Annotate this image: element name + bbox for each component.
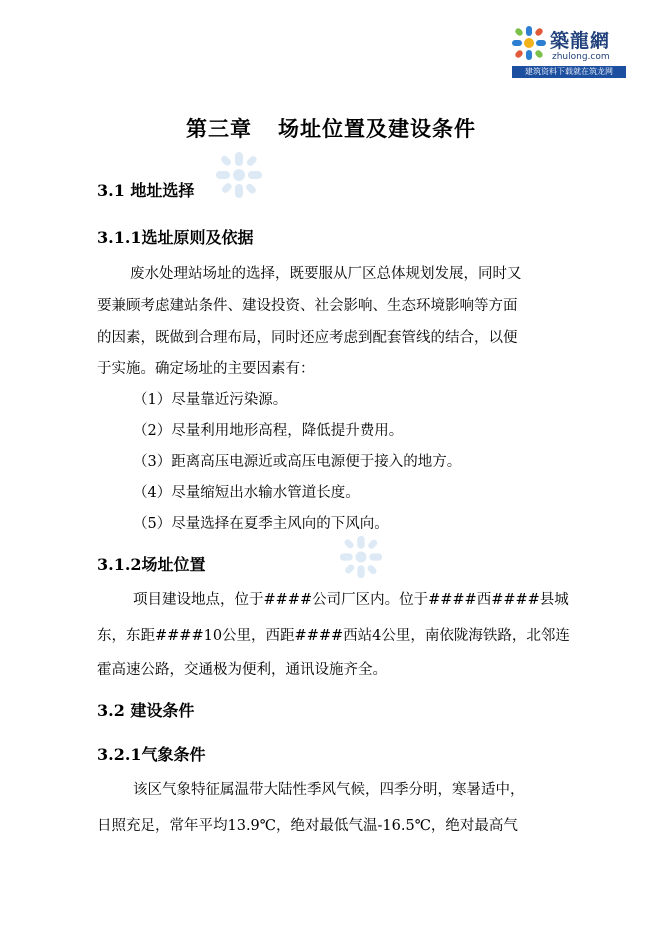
zhulong-logo [512,22,628,80]
section-heading-3-1: 3.1 地址选择 [97,181,195,200]
paragraph-line: 该区气象特征属温带大陆性季风气候，四季分明，寒暑适中， [133,782,525,798]
paragraph-line: 要兼顾考虑建站条件、建设投资、社会影响、生态环境影响等方面 [97,298,518,314]
subsection-heading-3-1-1: 3.1.1选址原则及依据 [97,228,254,247]
paragraph-line: 霍高速公路，交通极为便利，通讯设施齐全。 [97,662,387,678]
paragraph-line: 东，东距####10公里，西距####西站4公里，南依陇海铁路，北邻连 [97,628,570,644]
list-item: （5）尽量选择在夏季主风向的下风向。 [133,516,389,532]
list-item: （3）距离高压电源近或高压电源便于接入的地方。 [133,454,462,470]
paragraph-line: 于实施。确定场址的主要因素有： [97,361,315,377]
paragraph-line: 项目建设地点，位于####公司厂区内。位于####西####县城 [133,592,569,608]
paragraph-line: 废水处理站场址的选择，既要服从厂区总体规划发展，同时又 [130,266,522,282]
paragraph-line: 日照充足，常年平均13.9℃，绝对最低气温-16.5℃，绝对最高气 [97,818,518,834]
chapter-title [0,113,662,143]
watermark-icon [214,150,264,200]
paragraph-line: 的因素，既做到合理布局，同时还应考虑到配套管线的结合，以便 [97,330,518,346]
list-item: （1）尽量靠近污染源。 [133,392,288,408]
logo-name: 築龍網 [550,30,611,52]
logo-emblem-icon [512,26,546,60]
chapter-name: 场址位置及建设条件 [278,116,476,141]
watermark-icon [338,534,384,580]
section-heading-3-2: 3.2 建设条件 [97,701,195,720]
logo-slogan: 建筑资料下载就在筑龙网 [512,66,626,78]
list-item: （2）尽量利用地形高程，降低提升费用。 [133,423,404,439]
subsection-heading-3-2-1: 3.2.1气象条件 [97,745,206,764]
logo-site: zhulong.com [552,52,610,62]
chapter-number: 第三章 [186,116,252,141]
subsection-heading-3-1-2: 3.1.2场址位置 [97,555,206,574]
list-item: （4）尽量缩短出水输水管道长度。 [133,485,360,501]
